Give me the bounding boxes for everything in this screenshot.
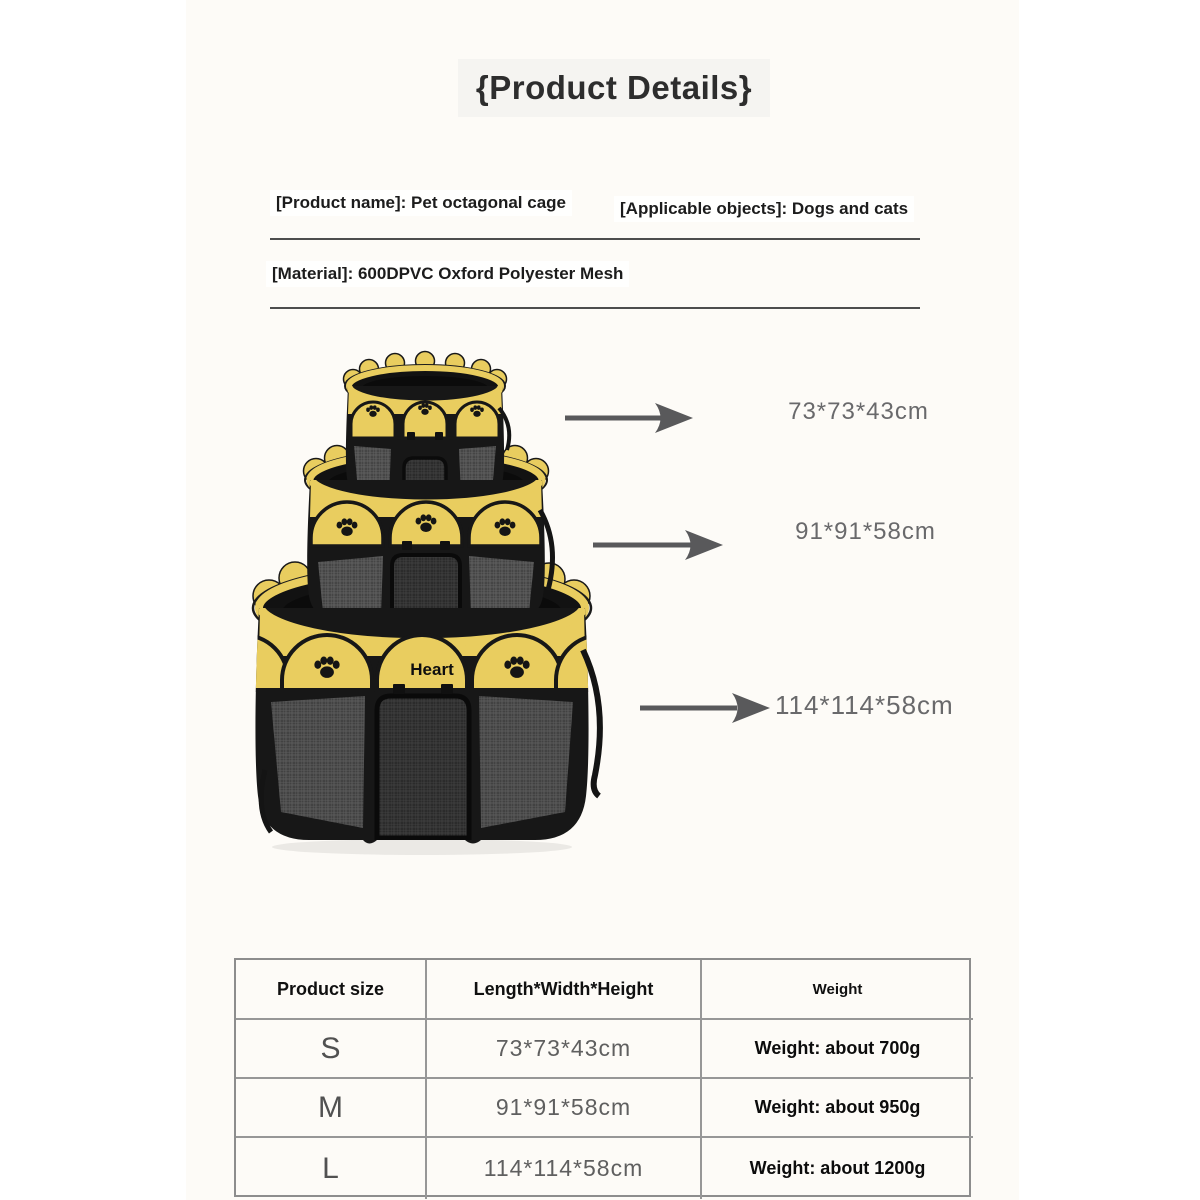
table-header-dimensions: Length*Width*Height [427, 960, 702, 1020]
applicable-objects-label: [Applicable objects]: Dogs and cats [614, 196, 914, 222]
table-cell-dim-l: 114*114*58cm [427, 1138, 702, 1199]
divider-line [270, 238, 920, 240]
brand-text: Heart [410, 660, 454, 679]
table-cell-weight-l: Weight: about 1200g [749, 1158, 926, 1178]
size-callout-large: 114*114*58cm [775, 690, 954, 720]
small-playpen [344, 352, 510, 501]
divider-line [270, 307, 920, 309]
arrow-small-size [565, 403, 693, 433]
table-cell-size-l: L [236, 1138, 427, 1199]
callout-arrows [555, 385, 785, 725]
table-cell-weight-s: Weight: about 700g [702, 1020, 973, 1079]
arrow-medium-size [593, 530, 723, 560]
table-cell-size-m: M [236, 1079, 427, 1138]
size-callout-medium: 91*91*58cm [795, 518, 936, 545]
table-cell-weight-m: Weight: about 950g [702, 1079, 973, 1138]
size-table [234, 958, 971, 1197]
product-name-label: [Product name]: Pet octagonal cage [270, 190, 572, 216]
table-header-weight: Weight [702, 960, 973, 1020]
page-title: {Product Details} [458, 59, 770, 117]
ground-shadow [272, 839, 572, 855]
size-callout-small: 73*73*43cm [788, 398, 929, 425]
arrow-large-size [640, 693, 770, 723]
table-cell-size-s: S [236, 1020, 427, 1079]
table-header-product-size: Product size [236, 960, 427, 1020]
table-cell-dim-m: 91*91*58cm [427, 1079, 702, 1138]
table-cell-dim-s: 73*73*43cm [427, 1020, 702, 1079]
material-label: [Material]: 600DPVC Oxford Polyester Mesh [266, 261, 629, 287]
